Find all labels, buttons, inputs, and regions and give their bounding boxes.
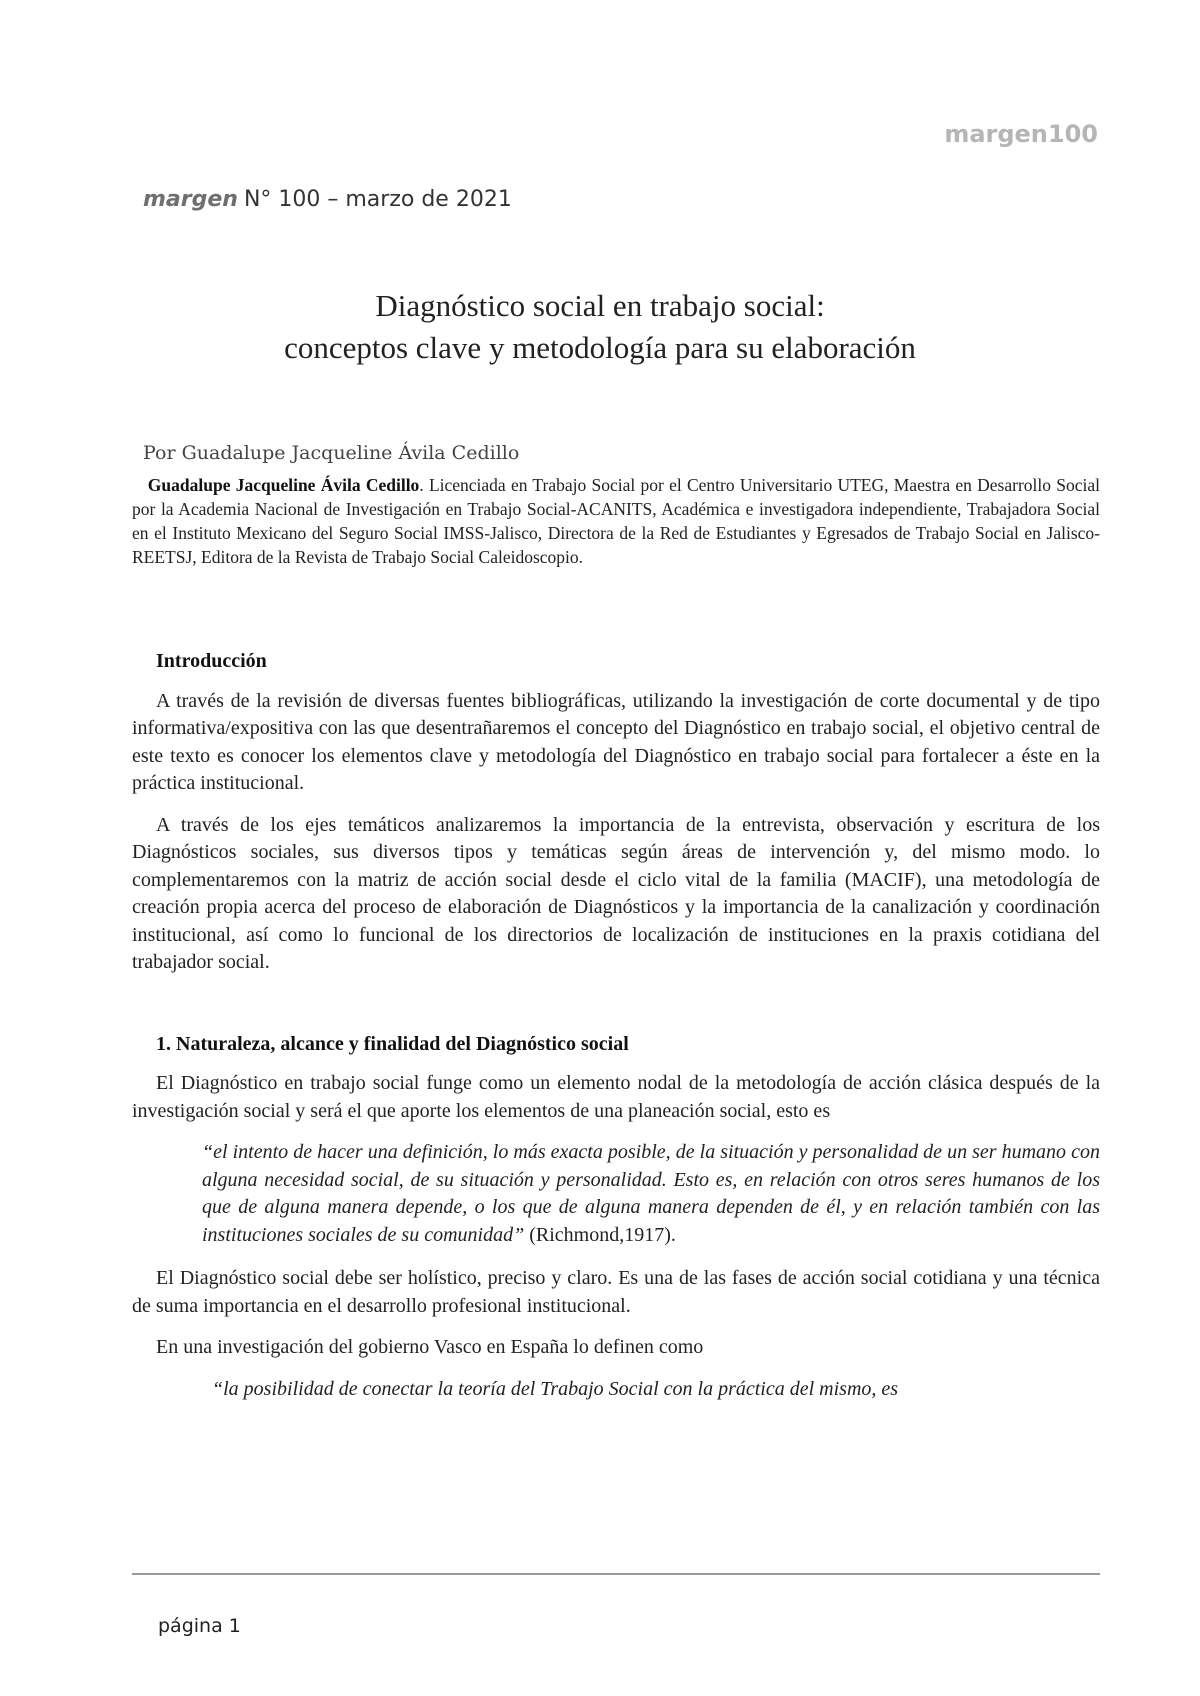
basque-government-quote: “la posibilidad de conectar la teoría del Trabajo Social con la práctica del mismo, es — [212, 1377, 899, 1400]
author-bio-name: Guadalupe Jacqueline Ávila Cedillo — [147, 475, 420, 495]
section-1-paragraph-2: El Diagnóstico social debe ser holístico, preciso y claro. Es una de las fases de acción social cotidiana y una técnica de suma importancia en el desarrollo profesional institucional. — [132, 1267, 1100, 1317]
author-byline: Por Guadalupe Jacqueline Ávila Cedillo — [143, 442, 520, 464]
richmond-quote-text: “el intento de hacer una definición, lo más exacta posible, de la situación y personalidad de un ser humano con alguna necesidad social, de su situación y personalidad. Esto es, en relación con otros seres humanos de los que de alguna manera depende, o los que de alguna manera dependen de él, y en relación también con las instituciones sociales de su comunidad” — [202, 1141, 1100, 1246]
issue-number-date: N° 100 – marzo de 2021 — [243, 187, 512, 212]
article-body — [132, 648, 1100, 1419]
page-number: página 1 — [158, 1615, 241, 1637]
footer-divider — [132, 1573, 1100, 1575]
article-title — [0, 285, 1200, 369]
author-bio-text: . Licenciada en Trabajo Social por el Centro Universitario UTEG, Maestra en Desarrollo Social por la Academia Nacional de Investigación en Trabajo Social-ACANITS, Académica e investigadora independiente, Trabajadora Social en el Instituto Mexicano del Seguro Social IMSS-Jalisco, Directora de la Red de Estudiantes y Egresados de Trabajo Social en Jalisco-REETSJ, Editora de la Revista de Trabajo Social Caleidoscopio. — [132, 475, 1101, 567]
section-1-paragraph-1: El Diagnóstico en trabajo social funge como un elemento nodal de la metodología de acción clásica después de la investigación social y será el que aporte los elementos de una planeación social, esto es — [132, 1072, 1100, 1122]
issue-line — [143, 187, 512, 212]
issue-brand-logo: margen — [143, 187, 238, 212]
section-1-heading: 1. Naturaleza, alcance y finalidad del Diagnóstico social — [156, 1032, 629, 1055]
journal-logo-top: margen100 — [944, 120, 1098, 148]
author-bio — [132, 473, 1100, 569]
richmond-quote-citation: (Richmond,1917). — [524, 1223, 676, 1246]
richmond-quote — [202, 1139, 1100, 1249]
article-title-line-2: conceptos clave y metodología para su elaboración — [284, 330, 916, 365]
intro-heading: Introducción — [156, 650, 267, 672]
article-title-line-1: Diagnóstico social en trabajo social: — [375, 288, 825, 323]
section-1-paragraph-3: En una investigación del gobierno Vasco en España lo definen como — [156, 1336, 704, 1358]
intro-paragraph-2: A través de los ejes temáticos analizaremos la importancia de la entrevista, observación y escritura de los Diagnósticos sociales, sus diversos tipos y temáticas según áreas de intervención y, del mismo modo. lo complementaremos con la matriz de acción social desde el ciclo vital de la familia (MACIF), una metodología de creación propia acerca del proceso de elaboración de Diagnósticos y la importancia de la canalización y coordinación institucional, así como lo funcional de los directorios de localización de instituciones en la praxis cotidiana del trabajador social. — [132, 813, 1100, 973]
intro-paragraph-1: A través de la revisión de diversas fuentes bibliográficas, utilizando la investigación de corte documental y de tipo informativa/expositiva con las que desentrañaremos el concepto del Diagnóstico en trabajo social, el objetivo central de este texto es conocer los elementos clave y metodología del Diagnóstico en trabajo social para fortalecer a éste en la práctica institucional. — [132, 689, 1100, 794]
